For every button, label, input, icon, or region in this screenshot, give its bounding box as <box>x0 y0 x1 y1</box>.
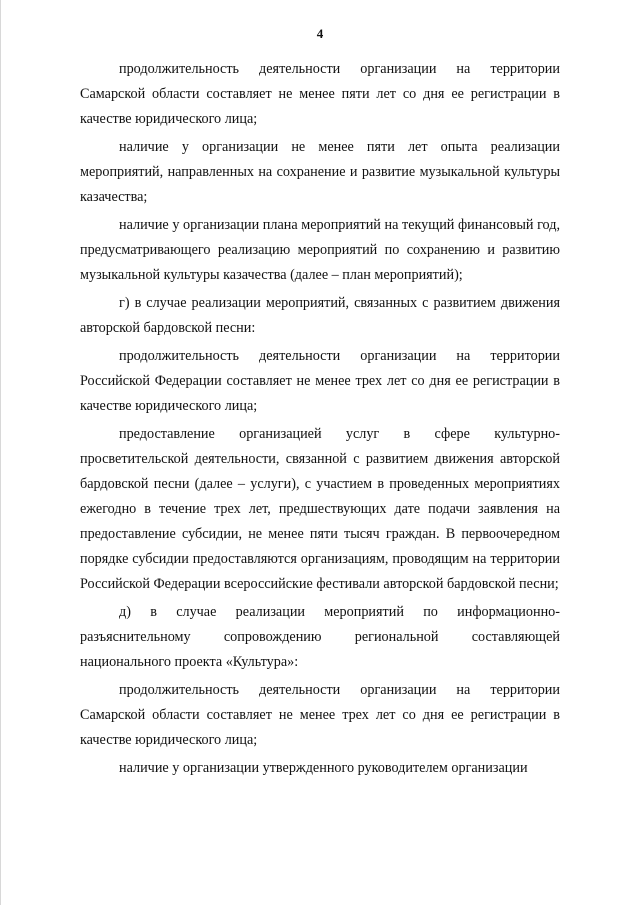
paragraph: предоставление организацией услуг в сфере культурно-просветительской деятельности, связанной с развитием движения авторской бардовской песни (далее – услуги), с участием в проведенных мероприятиях ежегодно в течение трех лет, предшествующих дате подачи заявления на предоставление субсидии, не менее пяти тысяч граждан. В первоочередном порядке субсидии предоставляются организациям, проводящим на территории Российской Федерации всероссийские фестивали авторской бардовской песни; <box>80 426 560 592</box>
paragraph: продолжительность деятельности организации на территории Российской Федерации составляет не менее трех лет со дня ее регистрации в качестве юридического лица; <box>80 348 560 414</box>
paragraph: д) в случае реализации мероприятий по информационно-разъяснительному сопровождению региональной составляющей национального проекта «Культура»: <box>80 604 560 670</box>
page-number: 4 <box>316 26 324 41</box>
document-body <box>80 57 560 784</box>
paragraph: г) в случае реализации мероприятий, связанных с развитием движения авторской бардовской песни: <box>80 295 560 336</box>
paragraph: наличие у организации не менее пяти лет опыта реализации мероприятий, направленных на сохранение и развитие музыкальной культуры казачества; <box>80 139 560 205</box>
paragraph: наличие у организации плана мероприятий на текущий финансовый год, предусматривающего реализацию мероприятий по сохранению и развитию музыкальной культуры казачества (далее – план мероприятий); <box>80 217 560 283</box>
paragraph: продолжительность деятельности организации на территории Самарской области составляет не менее пяти лет со дня ее регистрации в качестве юридического лица; <box>80 61 560 127</box>
paragraph: наличие у организации утвержденного руководителем организации <box>119 760 528 776</box>
paragraph: продолжительность деятельности организации на территории Самарской области составляет не менее трех лет со дня ее регистрации в качестве юридического лица; <box>80 682 560 748</box>
